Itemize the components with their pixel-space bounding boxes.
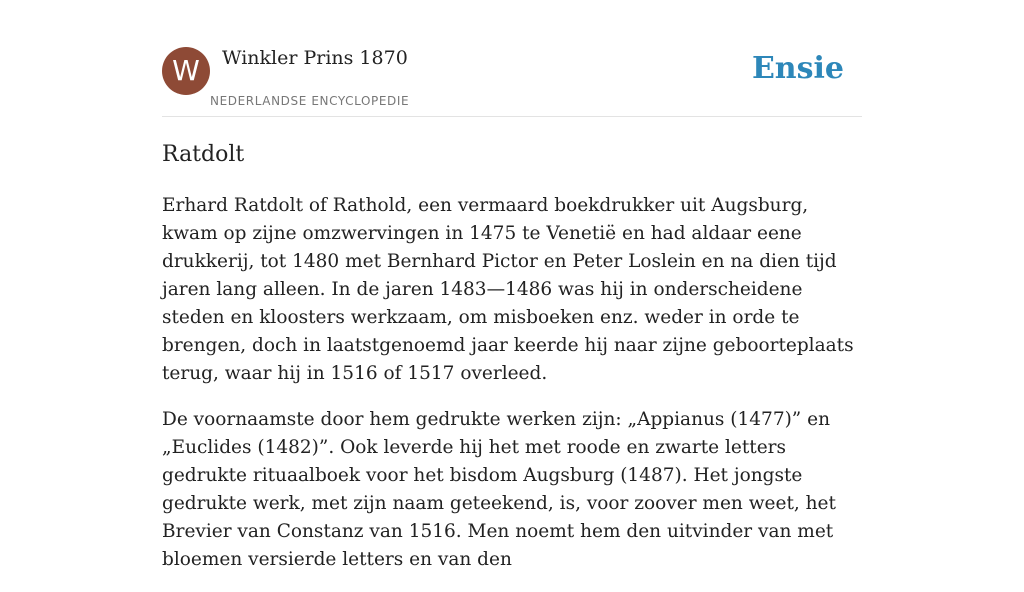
ensie-logo[interactable]: Ensie: [751, 51, 844, 86]
source-subtitle: NEDERLANDSE ENCYCLOPEDIE: [210, 94, 410, 108]
article-paragraph: De voornaamste door hem gedrukte werken zijn: „Appianus (1477)” en „Euclides (1482)”. Ook leverde hij het met roode en zwarte letters gedrukte rituaalboek voor het bisdom Augsburg (1487). Het jongste gedrukte werk, met zijn naam geteekend, is, voor zoover men weet, het Brevier van Constanz van 1516. Men noemt hem den uitvinder van met bloemen versierde letters en van den: [162, 409, 836, 570]
article-title: Ratdolt: [162, 142, 245, 167]
avatar[interactable]: W: [162, 47, 210, 95]
article-paragraph: Erhard Ratdolt of Rathold, een vermaard boekdrukker uit Augsburg, kwam op zijne omzwervingen in 1475 te Venetië en had aldaar eene drukkerij, tot 1480 met Bernhard Pictor en Peter Loslein en na dien tijd jaren lang alleen. In de jaren 1483—1486 was hij in onderscheidene steden en kloosters werkzaam, om misboeken enz. weder in orde te brengen, doch in laatstgenoemd jaar keerde hij naar zijne geboorteplaats terug, waar hij in 1516 of 1517 overleed.: [162, 195, 854, 384]
header: [162, 45, 862, 117]
article-body: [162, 192, 862, 592]
source-title[interactable]: Winkler Prins 1870: [222, 47, 408, 69]
